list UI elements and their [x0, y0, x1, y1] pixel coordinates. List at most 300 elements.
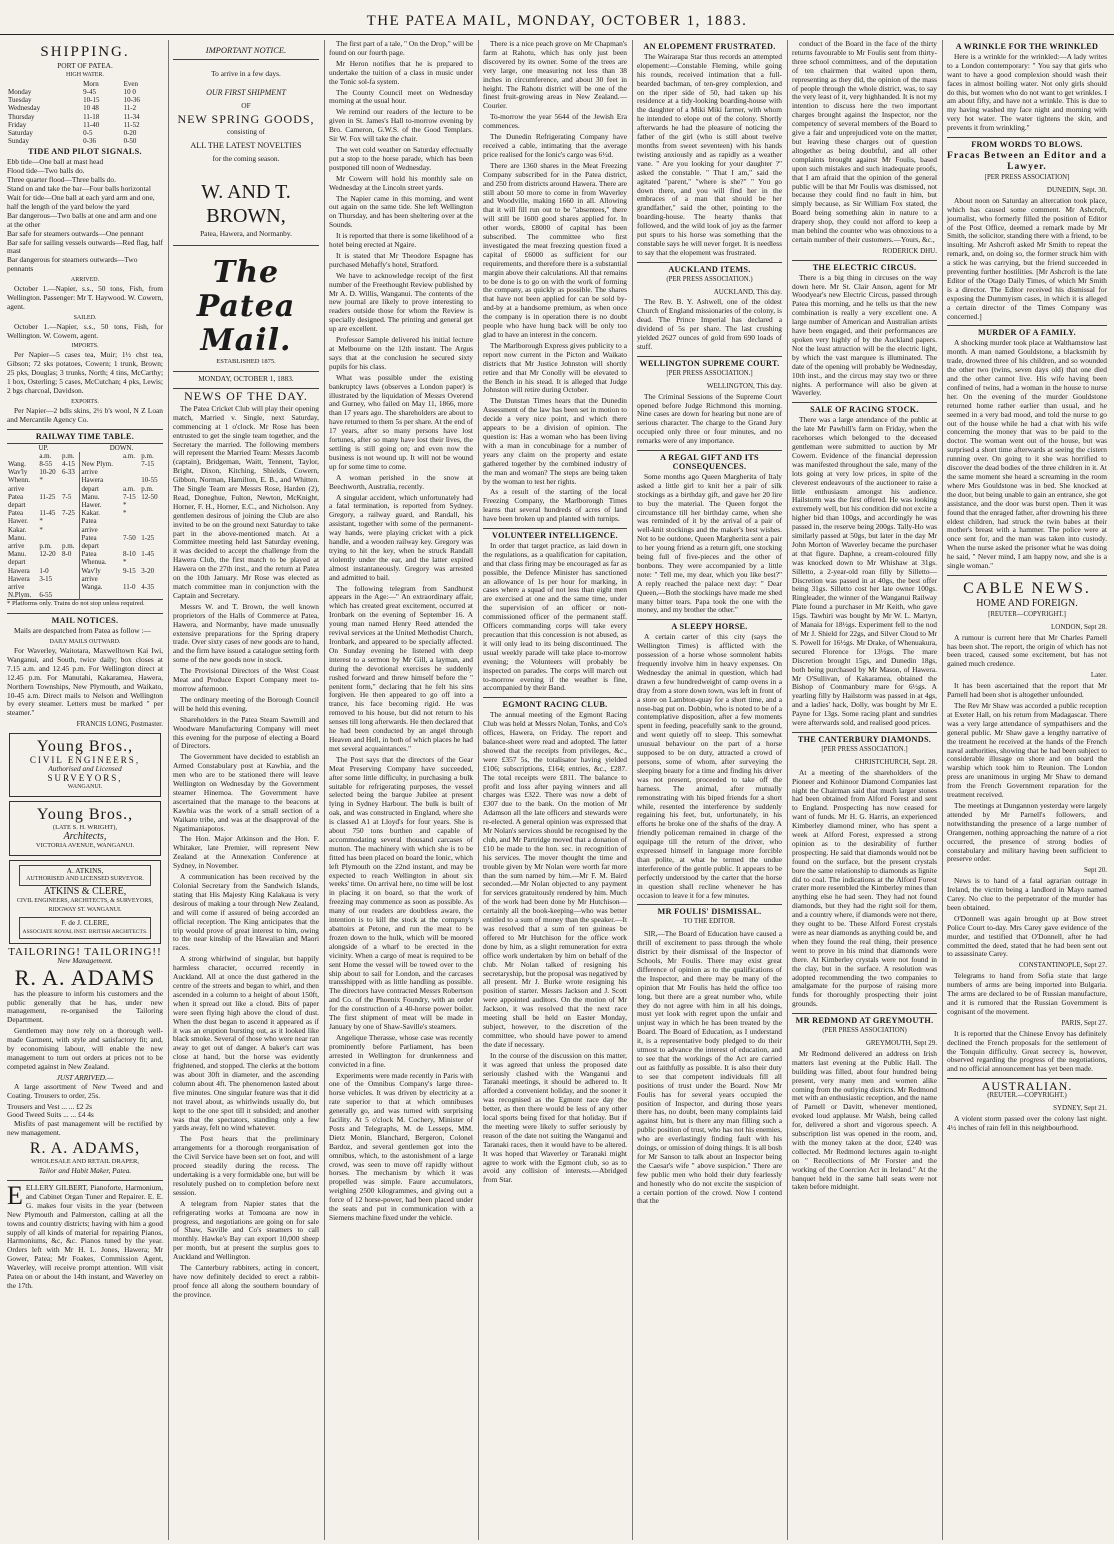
ad-place: VICTORIA AVENUE, WANGANUI.: [35, 841, 135, 849]
tide-head-cell: [7, 80, 82, 88]
ad-name: Young Bros.,: [36, 738, 134, 756]
rail-row: [7, 485, 163, 493]
column-6: [789, 40, 940, 1540]
rail-cell: *: [122, 509, 127, 518]
rail-cell: depart: [8, 500, 26, 509]
section-title: AUCKLAND ITEMS.: [668, 264, 751, 274]
dateline: MONDAY, OCTOBER 1, 1883.: [198, 374, 294, 384]
news-paragraph: The Government have decided to establish an Armed Constabulary post at Kawhia, and the men who are to be stationed there will leave Wellington on Wednesday by the Government steamer Hinemoa. The Government have ascertained that the manage to the beacons at Kawhia was the work of a small section of a Waikato tribe, and was at the disapproval of the Ngatimaniapotos.: [173, 752, 319, 833]
signal-item: Ebb tide—One ball at mast head: [7, 157, 104, 167]
tide-even: 11-52: [123, 120, 140, 129]
news-paragraph: To-morrow the year 5644 of the Jewish Era commences.: [483, 112, 627, 131]
rail-row: [7, 558, 163, 566]
section-title: THE ELECTRIC CIRCUS.: [812, 262, 917, 272]
column-5: [634, 40, 785, 1540]
rail-cell: [140, 468, 163, 476]
news-paragraph: As a result of the starting of the local Freezing Company, the Marlborough Times learns that several hundreds of acres of land have been broken up and planted with turnips.: [483, 487, 627, 524]
rail-cell: 9-15: [122, 566, 136, 575]
notice-headline: NEW SPRING GOODS,: [177, 111, 315, 126]
rail-cell: [61, 517, 80, 525]
subheadline: Fracas Between an Editor and a Lawyer.: [947, 150, 1107, 172]
signal-item: Bar dangerous—Two balls at one and arm and one at the other: [7, 210, 157, 229]
notice-line: OF: [241, 100, 251, 110]
column-rule: [787, 40, 788, 1540]
ad-sub: (LATE S. H. WRIGHT),: [52, 823, 118, 831]
rail-cell: [61, 485, 80, 493]
divider: [483, 528, 627, 529]
rail-cell: [80, 591, 122, 600]
rail-cell: 11-45: [39, 509, 56, 518]
tide-even: 11-34: [123, 112, 140, 121]
rail-cell: Manu.: [8, 533, 27, 542]
rail-row: [7, 460, 163, 468]
tide-row: [7, 113, 163, 121]
rail-cell: [38, 583, 61, 591]
ad-line: Architects,: [63, 830, 107, 842]
australian-title: AUSTRALIAN.: [981, 1079, 1073, 1094]
rail-cell: 1-45: [141, 550, 155, 559]
section-title: A REGAL GIFT AND ITS CONSEQUENCES.: [660, 453, 759, 471]
tide-day: Thursday: [8, 112, 35, 121]
rail-cell: 11-25: [39, 492, 56, 501]
rail-cell: [61, 534, 80, 542]
rail-body: [7, 452, 163, 600]
ad-line: Authorised and Licensed: [48, 764, 122, 774]
rail-cell: [61, 558, 80, 566]
rail-cell: Whenua.: [80, 558, 122, 566]
divider: [947, 575, 1107, 576]
sailed-label: SAILED.: [73, 314, 97, 321]
rail-row: [7, 526, 163, 534]
tide-day: Monday: [8, 88, 32, 97]
news-paragraph: Experiments were made recently in Paris with one of the Omnibus Company's large three-horse vehicles. It was driven by electricity at a rate superior to that at which omnibuses generally go, and was turned with surprising facility. At 5 o'clock M. Cochery, Minister of Posts and Telegraphs, M. de Lesseps, MM. Dietz Monin, Blanchard, Bergeron, Colonel Bardoz, and several gentlemen got into the omnibus, which, to the astonishment of a large crowd, was seen to move off rapidly without horses. The mechanism by which it was propelled was simple. Faure accumulators, weighing 2500 kilogrammes, and giving out a force of 12 horse-power, had been placed under the seats and put in communication with a Siemens machine fixed under the vehicle.: [329, 1070, 473, 1222]
rail-cell: [61, 591, 80, 600]
article-body: About noon on Saturday an altercation took place, which has caused some comment. Mr Ashcroft, journalist, who formerly filled the position of Editor of the Post Office, deemed a remark made by Mr Smith, the solicitor, standing there with a friend, to be insulting. Mr Ashcroft asked Mr Smith to repeat the remark, and, on doing so, the former struck him with a stick he was carrying, but the friend succeeded in preventing further hostilities. [Mr Ashcroft is the late Editor of the Otago Daily Times, of which Mr Smith is a director. The Editor received his dismissal for exposing the Dummyism cases, in which it is alleged a certain director of the Times Company was concerned.]: [947, 195, 1107, 321]
news-paragraph: A singular accident, which unfortunately had a fatal termination, is reported from Sydney. Gregory, a railway guard, and Randall, his assistant, together with some of the permanent-way hands, were playing cricket with a pick handle, and a wooden railway key. Gregory was trying to hit the key, when he struck Randall violently under the ear, and the latter expired almost instantaneously. Gregory was arrested and admitted to bail.: [329, 492, 473, 582]
adams-name: R. A. ADAMS: [14, 964, 156, 990]
shipping-title: SHIPPING.: [40, 44, 130, 60]
tide-row: [7, 96, 163, 104]
rail-cell: Patea: [80, 517, 122, 525]
rail-cell: [140, 558, 163, 566]
news-paragraph: There is a nice peach grove on Mr Chapman's farm at Rahotu, which has only just been discovered by its owner. Some of the trees are very large, one measuring not less than 38 inches in circumference, and about 30 feet in height. The Rahotu district will be one of the finest fruit-growing areas in New Zealand.—Courier.: [483, 40, 627, 111]
rail-cell: [140, 501, 163, 509]
article-body: The Rev Mr Shaw was accorded a public reception at Exeter Hall, on his return from Madagascar. There was a very large attendance of sympathisers and the general public. Mr Shaw gave a lengthy narrative of the treatment he received at the hands of the French naval authorities, showing that he had been subject to considerable illusage on shore and on board the warship which took him to Reunion. The London press are unanimous in urging Mr Shaw to demand from the French Government reparation for the treatment received.: [947, 701, 1107, 800]
article-body: SIR,—The Board of Education have caused a thrill of excitement to pass through the whole district by their dismissal of the Inspector of Schools, Mr Foulis. There may exist great difference of opinion as to the qualifications of the Inspector, and there may be many of the opinion that Mr Foulis has held the office too long, but there are a great number who, while they do not agree with him in all his doings, must yet look with regret upon the unfair and unjust way in which he has been treated by the Board. The Board of Education, as I understand it, is a representative body pledged to do their utmost to advance the interest of education, and to see that the workings of the Act are carried out as faithfully as possible. It is also their duty to see that competent individuals fill all positions of trust under the Board. Now Mr Foulis has for several years occupied the position of Inspector, and during those years there has, no doubt, been many complaints laid against him, but is there any man filling such a public position of trust, who has not his enemies, who are everlastingly finding fault with his doings, or omission of doing things. It is all bosh for Mr Sanson to talk about an Inspector being the Caesar's wife " above suspicion." There are few public men who hold their duty fearlessly and honestly who do not excite the suspicion of a certain portion of the crowd. Now I contend that the: [637, 929, 782, 1206]
news-paragraph: The Dunstan Times hears that the Dunedin Assessment of the law has been set in motion to decide a very nice point, and which there appears to be a division of opinion. The question is: Has a woman who has been living with a man in concubinage for a number of years any claim on the property and estate gathered together by the combined industry of the man and woman? The steps are being taken by the woman to test her rights.: [483, 396, 627, 486]
rail-cell: [38, 485, 61, 493]
rail-cell: p.m.: [141, 451, 154, 460]
rail-cell: Manu.: [8, 550, 27, 559]
rail-row: [7, 542, 163, 550]
tide-head-cell: Morn: [83, 79, 99, 88]
gilbert-ad: [7, 1180, 163, 1291]
rail-cell: Wav'ly: [80, 567, 122, 575]
imports-label: IMPORTS.: [71, 343, 99, 350]
adams-sub: WHOLESALE AND RETAIL DRAPER,: [31, 1158, 139, 1166]
news-paragraph: It is stated that Mr Theodore Espagne has purchased Mehaffy's hotel, Stratford.: [329, 250, 473, 269]
rail-cell: *: [39, 476, 43, 485]
rail-cell: arrive: [8, 484, 25, 493]
rail-cell: [122, 517, 140, 525]
divider: [792, 402, 937, 403]
ad-line: CIVIL ENGINEERS,: [29, 755, 141, 766]
tide-table: [7, 80, 163, 146]
ad-line: AUTHORISED AND LICENSED SURVEYOR.: [26, 876, 144, 883]
rail-row: [7, 452, 163, 460]
rail-cell: 7-5: [61, 492, 72, 501]
rail-cell: [140, 542, 163, 550]
news-paragraph: The Post says that the directors of the Gear Meat Preserving Company have succeeded, after some little difficulty, in purchasing a bulk suitable for refrigerating purposes, the vessel selected being the barque Jubilee at present lying in Sydney Harbour. The bulk is built of oak, and was constructed in England, where she is classed A1 at Lloyd's for four years. She is about 750 tons burthen and capable of accommodating several thousand carcases of mutton. The machinery with which she is to be fitted has been placed on board the Ionic, which left Plymouth on the 22nd instant, and may be expected to reach Wellington in about six weeks' time. On arrival here, no time will be lost in placing it on board, so that the work of freezing may commence as soon as possible. As many of our readers are doubtless aware, the intention is to kill the stock at the company's abattoirs at Petone, and run the meat to be frozen down to the hulk, which will be moored alongside of a wharf to be erected in the vicinity. When a cargo of meat is required to be sent Home the vessel will be towed over to the ship about to sail for London, and the carcases transshipped with as little handling as possible. The directors have contracted Messrs Robertson and Co. of the Phoenix Foundry, with an order for the construction of a 40-horse power boiler. The first shipment of meat will be made in January by one of Shaw-Saville's steamers.: [329, 754, 473, 1031]
news-paragraph: The Dunedin Refrigerating Company have received a cable, intimating that the average price realised for the Ionic's cargo was 6½d.: [483, 132, 627, 159]
news-paragraph: Professor Sample delivered his initial lecture at Melbourne on the 12th instant. The Argus says that at the conclusion he secured sixty pupils for his class.: [329, 335, 473, 371]
tide-day: Tuesday: [8, 96, 32, 105]
sailed-text: October 1.—Napier, s.s., 50 tons, Fish, for Wellington. W. Cowern, agent.: [7, 321, 163, 340]
rail-cell: 6-55: [39, 591, 53, 600]
press-association: [PER PRESS ASSOCIATION.]: [666, 369, 753, 377]
dateline: DUNEDIN, Sept. 30.: [1046, 185, 1107, 194]
rail-cell: Patea: [8, 509, 24, 518]
rail-cell: *: [39, 517, 43, 526]
rail-cell: 6-33: [61, 468, 75, 477]
column-2: [170, 40, 322, 1540]
tide-morn: 0-5: [83, 129, 93, 138]
mail-title: MAIL NOTICES.: [51, 616, 119, 626]
rail-cell: Wanga.: [80, 583, 122, 591]
dateline: PARIS, Sept 27.: [1061, 1018, 1107, 1027]
reuter-line: (REUTER.—COPYRIGHT.): [987, 1092, 1067, 1100]
rail-cell: a.m.: [122, 451, 136, 460]
news-paragraph: The wet cold weather on Saturday effectually put a stop to the horse parade, which has been postponed till noon of Wednesday.: [329, 144, 473, 172]
rail-down-label: DOWN.: [109, 443, 134, 452]
article-body: The Rev. B. Y. Ashwell, one of the oldest Church of England missionaries of the colony, is dead. The Prince Imperial has declared a dividend of 5s per share. The last crushing yielded 2627 ounces of gold from 690 loads of stuff.: [637, 297, 782, 351]
signal-item: Wait for tide—One ball at each yard arm and one, half the length of the yard below the yard: [7, 192, 155, 211]
rail-cell: [140, 575, 163, 583]
news-paragraph: Mr Heron notifies that he is prepared to undertake the tuition of a class in music under the Tonic sol-fa system.: [329, 58, 473, 86]
rail-cell: Wang.: [8, 459, 26, 468]
dateline: SYDNEY, Sept 21.: [1053, 1104, 1107, 1113]
ad-line: A. ATKINS,: [66, 865, 104, 875]
rail-cell: [38, 501, 61, 509]
reuter-line: [REUTER—COPYRIGHT.]: [988, 610, 1066, 618]
article-body: A shocking murder took place at Walthamstow last month. A man named Gouldstone, a blacksmith by trade, drowned three of his children, and so wounded the other two (twins, seven days old) that one died and the other cannot live. His wife having been confined of twins, had a woman in the house to nurse her. On the evening of the murder Gouldstone returned home rather earlier than usual, and he seemed in a very bad mood, and told the nurse to go out of the house while he had a chat with his wife concerning the money that was to be paid to the doctor. The woman went out of the house, but was surprised a short time afterwards at seeing the cistern running over. On going to it she was horrified to discover the dead bodies of the three children in it. At the same moment she heard a screaming in the room where Mrs Gouldstone was in bed. She knocked at the door, but being unable to gain an entrance, she got assistance, and the door was burst open. Then it was found that the enraged father, after drowning his three eldest children, had struck the twin babes at their mother's breast with a hammer. The police were at once sent for, and the man was taken into custody. When the nurse asked the prisoner what he was doing he said, " Never mind, I am happy now, and she is a single woman.": [947, 338, 1107, 571]
rail-cell: Kakar.: [8, 525, 27, 534]
dateline: Later.: [1090, 671, 1107, 680]
divider: [7, 429, 163, 430]
home-foreign-title: HOME AND FOREIGN.: [976, 597, 1078, 609]
divider: [7, 613, 163, 614]
adams-name-2: R. A. ADAMS,: [29, 1140, 141, 1158]
dateline: CONSTANTINOPLE, Sept 27.: [1018, 961, 1107, 970]
section-title: AN ELOPEMENT FRUSTRATED.: [643, 42, 776, 51]
tide-even: 10 0: [123, 88, 136, 97]
rail-cell: p.m.: [61, 541, 75, 550]
divider: [637, 619, 782, 620]
rail-row: [7, 567, 163, 575]
rail-cell: 1-0: [39, 566, 49, 575]
adams-sub: Tailor and Habit Maker, Patea.: [38, 1166, 132, 1176]
column-rule: [324, 40, 325, 1540]
news-paragraph: The Hon. Major Atkinson and the Hon. F. Whitaker, late Premier, will represent New Zealand at the Annexation Conference at Sydney, in November.: [173, 834, 319, 871]
news-paragraph: The Provisional Directors of the West Coast Meat and Produce Export Company meet to-morrow afternoon.: [173, 666, 319, 693]
exports-text: Per Napier—2 bdls skins, 2½ b's wool, N Z Loan and Mercantile Agency Co.: [7, 405, 163, 424]
tide-even: 11-2: [123, 104, 137, 113]
divider: [637, 904, 782, 905]
price-line: Trousers and Vest ... ... £2 2s: [7, 1101, 92, 1111]
mail-intro: Mails are despatched from Patea as follow :—: [14, 626, 151, 636]
brown-places: Patea, Hawera, and Normanby.: [200, 229, 292, 239]
rail-cell: p.m.: [39, 541, 52, 550]
notice-line: ALL THE LATEST NOVELTIES: [190, 141, 302, 151]
tide-even: 0-20: [123, 129, 137, 138]
news-paragraph: The Marlborough Express gives publicity to a report now current in the Picton and Waikato districts that Mr Justice Johnston will shortly retire and that Mr Conolly will be elevated to the Bench in his stead. It is alleged that Judge Johnston will retire during October.: [483, 340, 627, 395]
rail-cell: [61, 575, 80, 583]
press-association: [PER PRESS ASSOCIATION.]: [821, 745, 908, 753]
tide-head: [7, 80, 163, 88]
news-paragraph: A communication has been received by the Colonial Secretary from the Sandwich Islands, stating that His Majesty King Kalakaua is very desirous of making a tour through New Zealand, and will come if assured of being accorded an official reception. The King anticipates that the trip would prove of great interest to him, owing to the near kinship of the Hawaiian and Maori races.: [173, 872, 319, 953]
section-title: A WRINKLE FOR THE WRINKLED: [955, 42, 1099, 51]
news-paragraph: The Canterbury rabbiters, acting in concert, have now definitely decided to erect a rabbit-proof fence all along the southern boundary of the province.: [173, 1263, 319, 1299]
ad-box: [19, 865, 151, 887]
notice-line: To arrive in a few days.: [211, 68, 281, 78]
column-1: [4, 40, 166, 1540]
article-body: Mr Redmond delivered an address on Irish matters last evening at the Public Hall. The building was filled, about four hundred being present, very many men and women alike coming from the outlying districts. Mr Redmond met with an enthusiastic reception, and the name of Parnell or Davitt, whenever mentioned, evoked loud applause. Mr Walsh, being called for, delivered a short and vigorous speech. A subscription list was opened in the room, and, with the money taken at the door, £240 was collected. Mr Redmond lectures again to-night on " Recollections of Mr Forster and the working of the Coercion Act in Ireland." At the banquet held in the same hall seats were not taken before midnight.: [792, 1048, 937, 1192]
section-title: FROM WORDS TO BLOWS.: [971, 140, 1083, 150]
article-body: Here is a wrinkle for the wrinkled:—A lady writes to a London contemporary: " You say that girls who want to have a good complexion should wash their faces in almost boiling water. Not only girls should do this, but women who do not want to get wrinkles. I am about fifty, and have not a wrinkle. This is due to my having washed my face night and morning with very hot water. The water tightens the skin, and prevents it from wrinkling.": [947, 51, 1107, 133]
article-body: The annual meeting of the Egmont Racing Club was held at Messrs Nolan, Tonks, and Co's offices, Hawera, on Friday. The report and balance-sheet were read and adopted. The latter showed that the receipts from privileges, &c., were £357 5s, the totalisator having yielded £106; subscriptions, £164; entries, &c., £287. The total receipts were £811. The balance to profit and loss after paying winners and all charges was £322. There was now a debt of £307 due to the bank. On the motion of Mr Adamson all the late officers and stewards were re-elected. A general opinion was expressed that Mr Nolan's services should be recognised by the club, and Mr Partridge moved that a donation of £10 be made to the hon. sec. in recognition of his services. The mover thought the time and trouble given by Mr Nolan were worth far more than the sum named by him.—Mr F. M. Baird seconded.—Mr Nolan objected to any payment for services gratuitously rendered by him. Much of the work had been done by Mr Hutchison—certainly all the book-keeping—who was better entitled to a sum of money than the speaker.—It was resolved that a sum of ten guineas be offered to Mr Hutchison for the office work done by him, as a slight remuneration for extra office work undertaken by him on behalf of the club. Mr Nolan talked of resigning his secretaryship, but the proposal was negatived by all present. Mr J. Burke wrote resigning his position of starter. Messrs Jackson and J. Scott were appointed auditors. On the motion of Mr Jackson, it was resolved that the next race meeting shall be held on Easter Monday, subject, however, to the discretion of the committee, who should have power to amend the date if necessary.: [483, 710, 627, 1049]
rail-cell: 7-15: [141, 459, 155, 468]
section-title: WELLINGTON SUPREME COURT.: [639, 358, 780, 368]
article-body: The Criminal Sessions of the Supreme Court opened before Judge Richmond this morning. Nine cases are down for hearing but none are of serious character. The charge to the Grand Jury occupied only three or four minutes, and no remarks were of any importance.: [637, 391, 782, 446]
arrived-label: ARRIVED.: [70, 277, 100, 284]
news-title: NEWS OF THE DAY.: [184, 388, 308, 403]
divider: [637, 450, 782, 451]
dateline: Sept 20.: [1084, 866, 1107, 875]
rail-cell: Hawera: [80, 476, 122, 484]
divider: [483, 697, 627, 698]
rail-cell: [140, 526, 163, 534]
article-body: In the course of the discussion on this matter, it was agreed that unless the proposed date seriously clashed with the Wanganui and Taranaki meetings, it should be adhered to. It afforded a convenient holiday, and the sooner it was recognised as the Egmont race day the better, as then there would be less of any other local sports being fixed for that holiday. But if the meeting were likely to suffer seriously by reason of the date not suiting the Wanganui and Taranaki races, then it would have to be altered. It was hoped that Waverley or Taranaki might agree to work with the Egmont club, so as to avoid any collision of interests.—Abridged from Star.: [483, 1050, 627, 1185]
article-body: The Wairarapa Star thus records an attempted elopement:—Constable Fleming, while going his rounds, received intimation that a full-bearded bachman, of ten-grey complexion, and on the riper side of 50, had taken up his residence at a tidy-looking boarding-house with the daughter of a Miki Miki farmer, with whom he intended to elope out of the colony. Shortly afterwards he had the pleasure of noticing the father of the girl (who is still about twelve months from sweet seventeen) with his hands twisting anxiously and as rapidly as a weather vane. " Are you looking for your daughter ?" asked the constable. " That I am," said the agitated "parent," "where is she?" " You go down there, and you will find her in the embraces of a man that should be her grandfather," said the other, pointing to the boarding-house. The hearty thanks that followed, and the wild look of joy as the farmer put spurs to his horse was something that the constable says he will never forget. It is needless to say that the elopement was frustrated.: [637, 51, 782, 257]
tailoring-heading: TAILORING! TAILORING!!: [8, 945, 162, 958]
rail-cell: arrive: [8, 582, 25, 591]
notice-line: for the coming season.: [212, 154, 280, 164]
rail-cell: Patea: [80, 534, 122, 542]
notice-title: IMPORTANT NOTICE.: [205, 45, 287, 55]
ad-box: [19, 917, 151, 939]
ad-young-bros-architects: [9, 801, 161, 856]
signal-item: Bar dangerous for steamers outwards—Two pennants: [7, 255, 138, 274]
ad-line: CIVIL ENGINEERS, ARCHITECTS, & SURVEYORS,: [16, 898, 154, 905]
mail-out-label: DAILY MAILS OUTWARD.: [49, 639, 121, 646]
tide-head-cell: Even: [123, 79, 138, 88]
rail-cell: 8-0: [61, 550, 72, 559]
established-line: ESTABLISHED 1875.: [216, 358, 276, 366]
ad-place: WANGANUI.: [67, 783, 103, 790]
rail-cell: 3-15: [39, 574, 53, 583]
tide-morn: 11-40: [83, 120, 100, 129]
article-body: A violent storm passed over the colony last night. 4½ inches of rain fell in this neighbourhood.: [947, 1113, 1107, 1132]
press-association: (PER PRESS ASSOCIATION): [822, 1027, 907, 1035]
notice-line: consisting of: [227, 126, 265, 136]
adams-text: Misfits of past management will be rectified by new management.: [7, 1119, 163, 1138]
rail-cell: Hawer.: [80, 501, 122, 509]
rail-cell: Manu.: [80, 493, 122, 501]
tide-row: [7, 104, 163, 112]
rail-cell: a.m.: [39, 451, 52, 460]
ad-place: RIDGWAY ST. WANGANUI.: [48, 907, 122, 914]
rail-cell: 10-55: [141, 476, 158, 485]
rail-cell: Patea: [80, 550, 122, 558]
tide-morn: 10-15: [83, 96, 100, 105]
article-body: Telegrams to hand from Sofia state that large numbers of arms are being imported into Bulgaria. The arms are declared to be of Russian manufacture, and it is rumored that the Russian Government is cognisant of the movement.: [947, 971, 1107, 1016]
tide-row: [7, 137, 163, 145]
signals-title: TIDE AND PILOT SIGNALS.: [28, 147, 142, 157]
rail-cell: Hawer.: [8, 517, 29, 526]
press-association: [PER PRESS ASSOCIATION]: [984, 173, 1070, 181]
news-paragraph: We have to acknowledge receipt of the first number of the Freethought Review published by Mr A. D. Willis, Wanganui. The contents of the new journal are likely to prove interesting to readers outside those for whom the Review is specially designed. The printing and general get up are excellent.: [329, 270, 473, 334]
news-paragraph: A woman perished in the snow at Beechworth, Australia, recently.: [329, 472, 473, 491]
rail-cell: 7-50: [122, 533, 136, 542]
letter-to: TO THE EDITOR.: [683, 918, 736, 926]
exports-label: EXPORTS.: [71, 398, 99, 405]
article-body: O'Donnell was again brought up at Bow street Police Court to-day. Mrs Carey gave evidence of the murder, and testified that O'Donnell, after he had committed the deed, stated that he had been sent out to assassinate Carey.: [947, 913, 1107, 959]
gilbert-text: ELLERY GILBERT, Pianoforte, Harmonium, and Cabinet Organ Tuner and Repairer. E. E. G. makes four visits in the year (between New Plymouth and Palmerston, calling at all the towns and country districts; having with him a good supply of all kinds of material for repairing Pianos, Harmoniums, &c, &c. Pianos tuned by the year. Orders left with Mr H. L. Jones, Hawera; Mr Gower, Patea; Mr Foakes, Commission Agent, Waverley, will receive prompt attention. Will visit Patea on or about the 14th instant, and Waverley on the 17th.: [7, 1182, 163, 1290]
column-3: [326, 40, 476, 1540]
tide-row: [7, 129, 163, 137]
column-7: [944, 40, 1110, 1540]
news-paragraph: A telegram from Napier states that the refrigerating works at Tomoana are now in progress, and negotiations are going on for sale of Shaw, Saville and Co's steamers to call monthly. Hawke's Bay can export 10,000 sheep per month, but at present the surplus goes to Auckland and Wellington.: [173, 1198, 319, 1262]
rail-cell: Wav'ly: [8, 468, 28, 477]
divider: [637, 356, 782, 357]
rail-cell: [38, 558, 61, 566]
rail-cell: 11-0: [122, 582, 136, 591]
masthead: THE PATEA MAIL, MONDAY, OCTOBER 1, 1883.: [0, 8, 1114, 35]
brown-name: W. AND T. BROWN,: [201, 181, 291, 228]
rail-cell: [122, 542, 140, 550]
news-paragraph: The first part of a tale, " On the Drop," will be found on our fourth page.: [329, 40, 473, 57]
rail-cell: 10-20: [39, 468, 56, 477]
section-title: VOLUNTEER INTELLIGENCE.: [492, 531, 618, 541]
tide-morn: 10 48: [83, 104, 99, 113]
rail-cell: [140, 591, 163, 600]
rail-row: [7, 517, 163, 525]
section-title: MR FOULIS' DISMISSAL.: [657, 907, 762, 917]
rail-cell: N.Plym.: [8, 591, 32, 600]
column-rule: [168, 40, 169, 1540]
ad-name: Young Bros.,: [36, 805, 134, 823]
rail-cell: [122, 468, 140, 476]
tide-morn: 11-18: [83, 112, 100, 121]
news-paragraph: Messrs W. and T. Brown, the well known proprietors of the Halls of Commerce at Patea, Hawera, and Normanby, have made unusually extensive preparations for the Spring drapery trade. Over sixty cases of new goods are to hand, and the firm have issued a catalogue setting forth some of the new goods now in stock.: [173, 601, 319, 665]
article-body: There is a big thing in circuses on the way down here. Mr St. Clair Anson, agent for Mr Woodyear's new Electric Circus, passed through Patea this morning, and he tells us that the new combination is really a very excellent one. A large number of American and Australian artists have been engaged, and their performances are spoken very highly of by the Auckland papers. Not the least attraction will be the electric light, by which the vast marquee is illuminated. The date of the opening will probably be Wednesday, 10th inst., and the circus may stay two or three nights. A performance will also be given at Waverley.: [792, 272, 937, 398]
ad-young-bros-engineers: [9, 733, 161, 797]
rail-head: [7, 443, 163, 452]
rail-row: [7, 534, 163, 542]
new-management: New Management.: [57, 955, 113, 965]
divider: [947, 325, 1107, 326]
rail-cell: arrive: [8, 541, 25, 550]
price-line: Good Tweed Suits ... ... £4 4s: [7, 1110, 94, 1120]
divider: [792, 260, 937, 261]
column-rule: [478, 40, 479, 1540]
rail-cell: 8-10: [122, 550, 136, 559]
signal-item: Flood tide—Two balls do.: [7, 166, 85, 176]
rail-cell: p.m.: [141, 484, 154, 493]
article-body: In order that target practice, as laid down in the regulations, as a qualification for capitation, and that class firing may be encouraged as far as possible, the Defence Minister has sanctioned an allowance of 1s per hour for marking, in cases where a squad of not less than eight men are exercised at one and the same time, under the supervision of an officer or non-commissioned officer of the permanent staff. Officers commanding corps will take every precaution that this concession is not abused, as it will only lead to its being discontinued. The usual weekly parade will take place to-morrow evening; the Volunteers will probably be inspected on parades. The corps will march out to-morrow evening if the weather is fine, accompanied by their Band.: [483, 540, 627, 693]
divider: [792, 1013, 937, 1014]
dateline: GREYMOUTH, Sept 29.: [865, 1038, 937, 1047]
ad-atkins-clere: [9, 860, 161, 944]
tide-day: Saturday: [8, 129, 33, 138]
news-paragraph: Angelique Therasse, whose case was recently prominently before Parliament, has been arrested in Wellington for drunkenness and convicted in a fine.: [329, 1032, 473, 1069]
rail-table: [7, 443, 163, 601]
section-title: MR REDMOND AT GREYMOUTH.: [795, 1016, 934, 1026]
dateline: LONDON, Sept 28.: [1051, 622, 1107, 631]
article-body: There was a large attendance of the public at the late Mr Pawhill's farm on Friday, when the racehorses which belonged to the deceased gentleman were submitted to auction by Mr Cowern. Evidence of the financial depression was manifested throughout the sale, many of the lots going at very low prices, in spite of the cleverest endeavours of the auctioneer to raise a little enthusiasm amongst his audience. Hailstorm was the first offered. He was looking extremely well, but his condition did not excite a higher bid than 100gs, and accordingly he was passed in, the reserve being 200gs. Tally-Ho was similarly passed at 50gs, but later in the day Mr John Morton of Waverley became the purchaser at that figure. Daphne, a cream-coloured filly was knocked down to Mr Whishaw at 31gs. Silletto, a 2-year-old roan filly by Silletto—Discretion was passed in at 40gs, the best offer being 31gs. Silletto cost her late owner 100gs. Ringleader, the winner of the Wanganui Railway Plate found a purchaser in Mr Keith, who gave 15gs. Tawhiri was bought by Mr W. L. Martyn, of Manaia for 18½gs. Experiment fell to the nod of Mr J. Shield for 22gs, and Silver Cloud to Mr S. Powell for 16½gs. Mr Drake, of Whenuakura, secured Florence for 13½gs. The mare Discretion brought 15gs, and Dunedin 18gs, both being purchased by Mr Mason, of Hawera. Mr O'Sullivan, of Kakaramea, obtained the Bishop of Conmanbury mare for 6½gs. A yearling filly by Hailstorm was passed in at 4gs, and a ladies' hack, Dolly, was bought by Mr E. Payne for 13gs. Some racing plant and sundries were afterwards sold, and realised good prices.: [792, 415, 937, 728]
rail-row: [7, 583, 163, 591]
rail-cell: [38, 534, 61, 542]
divider: [792, 732, 937, 733]
news-paragraph: Shareholders in the Patea Steam Sawmill and Woodware Manufacturing Company will meet this evening for the purpose of electing a Board of Directors.: [173, 714, 319, 751]
rail-cell: *: [122, 558, 127, 567]
rail-cell: [122, 476, 140, 484]
rail-cell: [61, 501, 80, 509]
article-body: It has been ascertained that the report that Mr Parnell had been shot is altogether unfounded.: [947, 681, 1107, 700]
rail-cell: Patea: [8, 492, 24, 501]
press-association: (PER PRESS ASSOCIATION.): [666, 275, 753, 283]
news-paragraph: The Patea Cricket Club will play their opening match, Married v. Single, next Saturday, commencing at 1 o'clock. Mr Rose has been entrusted to get the single team together, and the Secretary the married. The following members will represent the Married Team: Messrs Jacomb (captain), Bridgeman, Waitt, Tennent, Taylor, Bright, Dixon, Kitching, Shields, Cowern, Gibbon, Norman, Hamilton, E. B., and Whitten. The Single Team are Messrs Rose, Harden (2), Read, Doneghue, Fulton, Newton, McKnight, Horner, F. H., Horner, E.C., and Nicholson. Any gentlemen desirous of joining the Club are also invited to be on the ground next Saturday to take part in the above-mentioned match. At a Committee meeting held last Saturday evening, it was decided to accept the challenge from the Hawera Club, the first match to be played at Hawera on the 27th inst., and the return at Patea on the 10th January. Mr Rose was elected as match committee man in conjunction with the Captain and Secretary.: [173, 403, 319, 600]
rail-cell: a.m.: [122, 484, 136, 493]
news-paragraph: There are 1360 shares in the Meat Freezing Company subscribed for in the Patea district, and 250 from districts around Hawera. There are still about 50 more to come in from Waverley and Woodville, making 1660 in all. Allowing that it will fill run out to be "absentees," there will still be 1600 good shares applied for. In other words, £8000 of capital has been subscribed. The committee who first investigated the meat freezing question fixed a capital of £6000 as sufficient for our requirements, and therefore there is a substantial margin above their calculations. All that remains to be done is to go on with the work of forming the company, as quickly as possible. The shares that have not been applied for can be sold by-and-by at a handsome premium, as when once the company is in operation there is no doubt people who have hung back will be only too glad to have an interest in the concern.: [483, 160, 627, 339]
rail-cell: [122, 460, 140, 468]
tide-morn: 0-36: [83, 137, 96, 146]
ad-line: F. de J. CLERE,: [61, 918, 109, 928]
dateline: WELLINGTON, This day.: [706, 381, 782, 390]
ad-name: ATKINS & CLERE,: [43, 886, 127, 898]
section-title: THE CANTERBURY DIAMONDS.: [797, 734, 932, 744]
news-paragraph: Mr Cowern will hold his monthly sale on Wednesday at the Lincoln street yards.: [329, 173, 473, 192]
rail-cell: Kakar.: [80, 509, 122, 517]
article-body: A certain carter of this city (says the Wellington Times) is afflicted with the possession of a horse whose somnolent habits frequently involve him in heavy expenses. On Wednesday the animal in question, which had drawn a few hundredweight of camp ovens in a dray from a store down town, was left in front of a store on Lambton-quay for a short time, and a nose-bag put on. Dobbin, who is noted to be of a contemplative disposition, after a few moments spent in feeding, peacefully sank to the ground, and went quietly off to sleep. This somewhat unusual behaviour on the part of a horse supposed to be on duty, attracted a crowd of persons, some of whom, after surveying the sleeping beauty for a time and finding his driver was not present, proceeded to take off the harness. The animal, after mutually remonstrating with his biped friends for a short while, resented the interference by suddenly regaining his feet, but, unfortunately, in his efforts he broke one of the shafts of the dray. A friendly policeman remained in charge of the equipage till the return of the driver, who expressed himself in language more forcible than polite, at what he termed the undue interference of the gentle public. It appears to be perfectly understood by the carter that the horse in question shall recline whenever he has occasion to leave it for a few minutes.: [637, 632, 782, 900]
rail-cell: [61, 526, 80, 534]
rail-cell: *: [39, 525, 43, 534]
rail-cell: [122, 591, 140, 600]
rail-cell: p.m.: [61, 451, 75, 460]
adams-text: Gentlemen may now rely on a thorough well-made Garment, with style and satisfactory fit; and, by economising labour, will enable the new management to turn out orders at prices not to be competed against in New Zealand.: [7, 1026, 163, 1071]
article-body: At a meeting of the shareholders of the Pioneer and Kohinoor Diamond Companies last night the Chairman said that much larger stones had been obtained from Alford Forest and sent to England. Prospecting has now ceased for want of funds. Mr H. G. Harris, an experienced Kimberley diamond miner, who has spent a week at Alford Forest, expressed a strong opinion as to the desirability of further prospecting. He said that diamonds would not be found on the surface, but the present crystals bore the same relationship to diamonds as lignite did to coal. The indications at the Alford Forest crater more resembled the Kimberley mines than anything else he had seen. They had not found diamonds, but they had the right soil for them, and a country where, if diamonds were not there, they ought to be. These Alford Forest crystals were as near diamonds as anything could be, and when they found the real thing, their presence went to prove in his mind that diamonds were there. At Kimberley crystals were not found in the clay, but in the surface. A resolution was adopted recommending the two companies to amalgamate for the purpose of raising more funds for thoroughly prospecting their joint grounds.: [792, 767, 937, 1009]
rail-cell: arrive: [80, 575, 122, 583]
rail-title: RAILWAY TIME TABLE.: [35, 431, 135, 441]
high-water-label: HIGH WATER.: [66, 71, 104, 78]
article-body: It is reported that the Chinese Envoy has definitely declined the French proposals for the settlement of the Tonquin difficulty. Great secrecy is, however, observed regarding the progress of the negotiations, and no official announcement has yet been made.: [947, 1028, 1107, 1074]
divider: [173, 59, 319, 60]
rail-cell: 7-15: [122, 492, 136, 501]
article-body: Some months ago Queen Margherita of Italy asked a little girl to knit her a pair of silk stockings as a birthday gift, and gave her 20 lire to buy the material. The Queen forgot the circumstance till her birthday came, when she was reminded of it by the arrival of a pair of well-knit stockings and the maker's best wishes. Not to be outdone, Queen Margherita sent a pair to her young friend as a return gift, one stocking being full of five-pieces and the other of bonbons. They were accompanied by a little note: " Tell me, my dear, which you like best?" A reply reached the palace next day: " Dear Queen,—Both the stockings have made me shed many bitter tears. Papa took the one with the money, and my brother the other.": [637, 471, 782, 615]
tide-day: Sunday: [8, 137, 29, 146]
rail-row: [7, 501, 163, 509]
article-body: The meetings at Dungannon yesterday were largely attended by Mr Parnell's followers, and notwithstanding the presence of a large number of Orangemen, nothing approaching the nature of a riot occurred, the presence of strong bodies of constabulary and military having been sufficient to preserve order.: [947, 800, 1107, 864]
rail-cell: [80, 452, 122, 460]
dateline: CHRISTCHURCH, Sept. 28.: [854, 757, 937, 766]
cable-news-title: CABLE NEWS.: [963, 579, 1091, 597]
notice-line: OUR FIRST SHIPMENT: [206, 87, 286, 97]
rail-cell: New Plym.: [80, 460, 122, 468]
rail-cell: Hawera: [8, 566, 30, 575]
just-arrived: JUST ARRIVED.—: [56, 1072, 114, 1082]
news-paragraph: The Post hears that the preliminary arrangements for a thorough reorganisation of the Civil Service have been set on foot, and will proceed steadily during the recess. The undertaking is a very formidable one, but will be resolutely pushed on to completion before next session.: [173, 1134, 319, 1197]
mail-body: For Waverley, Waitotara, Maxwelltown Kai Iwi, Wanganui, and South, twice daily; box closes at 7.15 a.m. and 12.45 p.m. For Wellington direct at 12.45 p.m. For Manutahi, Kakaramea, Hawera, Northern Townships, New Plymouth, and Waikato, 10-45 a.m. Direct mails to Nelson and Wellington by every steamer. Letters must be marked " per steamer.": [7, 646, 163, 718]
